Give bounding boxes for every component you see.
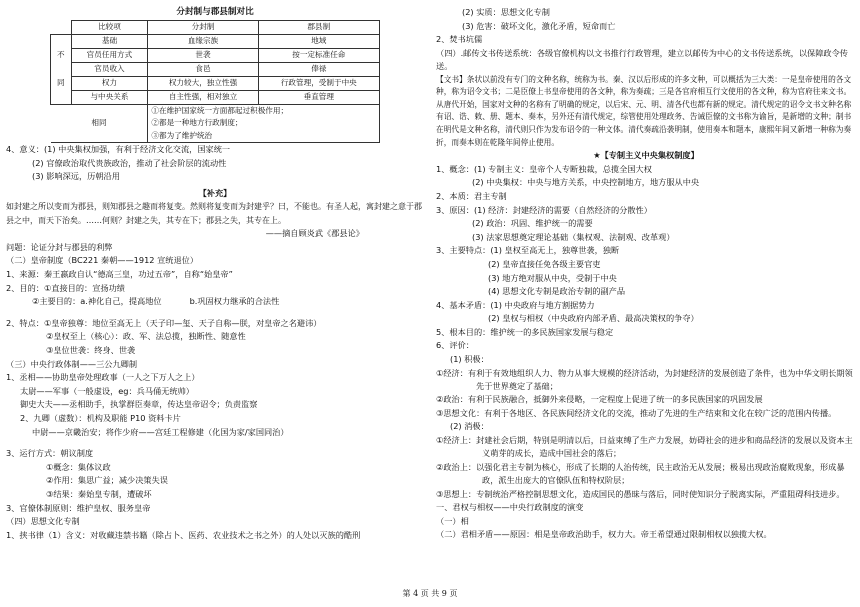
text-line: 4、基本矛盾：(1) 中央政府与地方割据势力	[436, 299, 595, 310]
table-cell: 权力	[71, 76, 148, 90]
text-line: ③思想文化：有利于各地区、各民族间经济文化的交流，推动了先进的生产结束和文化在较广泛的范围内传播。	[436, 408, 837, 419]
table-cell: 世袭	[148, 48, 258, 62]
quote-source: ——摘自顾炎武《郡县论》	[265, 228, 364, 239]
text-line: (2) 政治：巩固、维护统一的需要	[472, 218, 593, 229]
text-line: 4、意义：(1) 中央集权加强，有利于经济文化交流，国家统一	[6, 144, 231, 155]
text-line: ②皇权至上（核心）：政、军、法总揽，独断性、随意性	[46, 331, 246, 342]
text-line: 3、原因：(1) 经济：封建经济的需要（自然经济的分散性）	[436, 204, 652, 215]
text-line: ②政治：有利于民族融合，抵御外来侵略，一定程度上促进了统一的多民族国家的巩固发展	[436, 394, 763, 405]
text-line: (1) 积极：	[450, 354, 489, 365]
text-line: （一）相	[436, 515, 469, 526]
text-line: 御史大夫——丞相助手，执掌群臣奏章，传达皇帝诏令；负责监察	[20, 399, 258, 410]
right-column	[436, 6, 856, 542]
text-line: 太尉——军事（一般虚设，eg：兵马俑无统帅）	[20, 385, 194, 396]
page-footer: 第 4 页 共 9 页	[402, 589, 458, 598]
table-cell: 官员收入	[71, 62, 148, 76]
text-line: 3、运行方式：朝议制度	[6, 448, 94, 459]
text-line: (3) 危害：破坏文化，激化矛盾，短命而亡	[462, 20, 616, 31]
table-cell: 血缘宗族	[148, 34, 258, 48]
question-line: 问题：论证分封与郡县的利弊	[6, 241, 113, 252]
text-line: (2) 皇帝直接任免各级主要官吏	[488, 258, 601, 269]
quote-paragraph: 如封建之所以变而为郡县，则知郡县之趣而将复变。然则将复变而为封建乎？曰，不能也。有圣人起，寓封建之意于郡县之中，而天下治矣。……何则？封建之失，其专在下；郡县之失，其专在上。	[6, 202, 422, 225]
table-cell: 地域	[258, 34, 379, 48]
table-row	[51, 34, 380, 48]
text-line: ②作用：集思广益；减少决策失误	[46, 475, 168, 486]
table-cell: 垂直管理	[258, 90, 379, 104]
supplement-heading: 【补充】	[198, 187, 232, 198]
text-line: 1、挟书律（1）含义：对收藏违禁书籍（除占卜、医药、农业技术之书之外）的人处以灭族的酷刑	[6, 529, 361, 540]
header-cell: 郡县制	[258, 20, 379, 34]
text-line: （二）君相矛盾——原因：相是皇帝政治助手，权力大。帝王希望通过限制相权以独揽大权。	[436, 529, 772, 540]
text-line: 3、官僚体制原则：维护皇权、服务皇帝	[6, 502, 151, 513]
table-row	[51, 62, 380, 76]
text-line: (2) 中央集权：中央与地方关系，中央控制地方，地方服从中央	[472, 177, 700, 188]
table-title: 分封制与郡县制对比	[176, 7, 254, 17]
text-line: (2) 消极：	[450, 421, 489, 432]
text-line: ②主要目的：a.神化自己，提高地位 b.巩固权力继承的合法性	[32, 296, 280, 307]
text-line: 1、来源：秦王嬴政自认“德高三皇，功过五帝”，自称“始皇帝”	[6, 269, 233, 280]
text-line: 2、特点：①皇帝独尊：地位至高无上（天子印—玺、天子自称—朕，对皇帝之名避讳）	[6, 317, 322, 328]
text-line: ①经济上：封建社会后期，特别是明清以后，日益束缚了生产力发展，妨碍社会的进步和商品经济的发展以及资本主义萌芽的成长，造成中国社会的落后；	[436, 435, 853, 459]
text-line: 2、焚书坑儒	[436, 34, 483, 45]
text-line: 5、根本目的：维护统一的多民族国家发展与稳定	[436, 326, 614, 337]
left-column	[6, 6, 424, 542]
header-cell: 比较项	[71, 20, 148, 34]
text-line: (2) 皇权与相权（中央政府内部矛盾、最高决策权的争夺）	[488, 313, 699, 324]
text-line: ③皇位世袭：终身、世袭	[46, 345, 136, 356]
text-line: (2) 官僚政治取代贵族政治，推动了社会阶层的流动性	[32, 157, 227, 168]
text-line: 2、九卿（虚数）：机构及职能 P10 资料卡片	[20, 413, 181, 423]
text-line: (4) 思想文化专制是政治专制的副产品	[488, 286, 626, 297]
text-line: (3) 法家思想奠定理论基础（集权观、法制观、改革观）	[472, 231, 675, 242]
text-line: 2、目的：①直接目的：宣扬功绩	[6, 282, 125, 293]
table-cell: 俸禄	[258, 62, 379, 76]
text-line: 1、概念：(1) 专制主义：皇帝个人专断独裁，总揽全国大权	[436, 163, 652, 174]
text-line: ①概念：集体议政	[46, 461, 111, 472]
text-line: (3) 影响深远，历朝沿用	[32, 171, 120, 182]
section-heading: （二）皇帝制度（BC221 秦朝——1912 宣统退位）	[6, 255, 199, 266]
table-cell: 行政管理，受制于中央	[258, 76, 379, 90]
text-line: 1、丞相——协助皇帝处理政事（一人之下万人之上）	[6, 372, 200, 383]
text-line: ①经济：有利于有效地组织人力、物力从事大规模的经济活动，为封建经济的发展创造了条件，也为中华文明长期领先于世界奠定了基础；	[436, 367, 853, 392]
table-row	[51, 48, 380, 62]
table-row	[51, 104, 380, 143]
postal-system-paragraph: （四）.邮传文书传送系统：各级官僚机构以文书推行行政管理，建立以邮传为中心的文书传送系统，以保障政令传送。	[436, 47, 848, 72]
section-heading: ★【专制主义中央集权制度】	[593, 150, 699, 161]
side-label: 不 同	[51, 34, 72, 104]
table-cell: 食邑	[148, 62, 258, 76]
table-row	[51, 90, 380, 104]
table-cell: 与中央关系	[71, 90, 148, 104]
text-line: 中尉——京畿治安；将作少府——宫廷工程修建（化国为家/家国同治）	[32, 426, 289, 437]
same-items: ①在维护国家统一方面都起过积极作用； ②都是一种地方行政制度； ③都为了维护统治	[148, 104, 380, 143]
text-line: (2) 实质：思想文化专制	[462, 7, 550, 17]
table-cell: 按一定标准任命	[258, 48, 379, 62]
section-heading: （四）思想文化专制	[6, 516, 80, 527]
text-line: (3) 地方绝对服从中央，受制于中央	[488, 272, 617, 283]
table-cell: 自主性强，相对独立	[148, 90, 258, 104]
documents-paragraph: 【文书】条状以前没有专门的文种名称，统称为书。秦、汉以后形成的许多文种，可以概括为三大类：一是皇帝使用的各文种，称为诏令文书；二是臣僚上书皇帝使用的各文种，称为奏疏；三是各官府相互行文使用的各文种，称为官府往来文书。从唐代开始，国家对文种的名称有了明确的规定，以后宋、元、明、清各代也都有新的规定。清代规定的诏令文书文种名称有诏、诰、敕、册、题本、奏本，另外还有清代规定，综管使用处理政务、告诫臣僚的文书称为谕旨，是新增的文种；制书在明代是文种名称，清代则只作为发布诏令的一种文体。清代奏疏沿袭明制，使用奏本和题本，康熙年间又新增一种称为奏折，而奏本则在乾隆年间停止使用。	[436, 74, 852, 147]
text-line: 3、主要特点：(1) 皇权至高无上，独尊世袭，独断	[436, 245, 620, 256]
table-cell: 权力较大，独立性强	[148, 76, 258, 90]
table-cell: 基础	[71, 34, 148, 48]
same-label: 相同	[51, 104, 148, 143]
text-line: 6、评价：	[436, 340, 474, 351]
text-line: ②政治上：以强化君主专制为核心，形成了长期的人治传统，民主政治无从发展；极易出现政治腐败现象，形成暴政，派生出庞大的官僚队伍和特权阶层；	[436, 461, 845, 486]
text-line: ③思想上：专制统治严格控制思想文化，造成国民的愚昧与落后，同时使知识分子脱离实际，严重阻碍科技进步。	[436, 488, 845, 499]
text-line: ③结果：秦始皇专制，遭破坏	[46, 488, 152, 499]
text-line: 2、本质：君主专制	[436, 190, 507, 201]
header-cell: 分封制	[148, 20, 258, 34]
table-row	[51, 76, 380, 90]
comparison-table	[50, 20, 380, 144]
table-row	[51, 20, 380, 34]
section-heading: 一、君权与相权——中央行政制度的演变	[436, 502, 584, 513]
section-heading: （三）中央行政体制——三公九卿制	[6, 358, 138, 369]
table-cell: 官员任用方式	[71, 48, 148, 62]
